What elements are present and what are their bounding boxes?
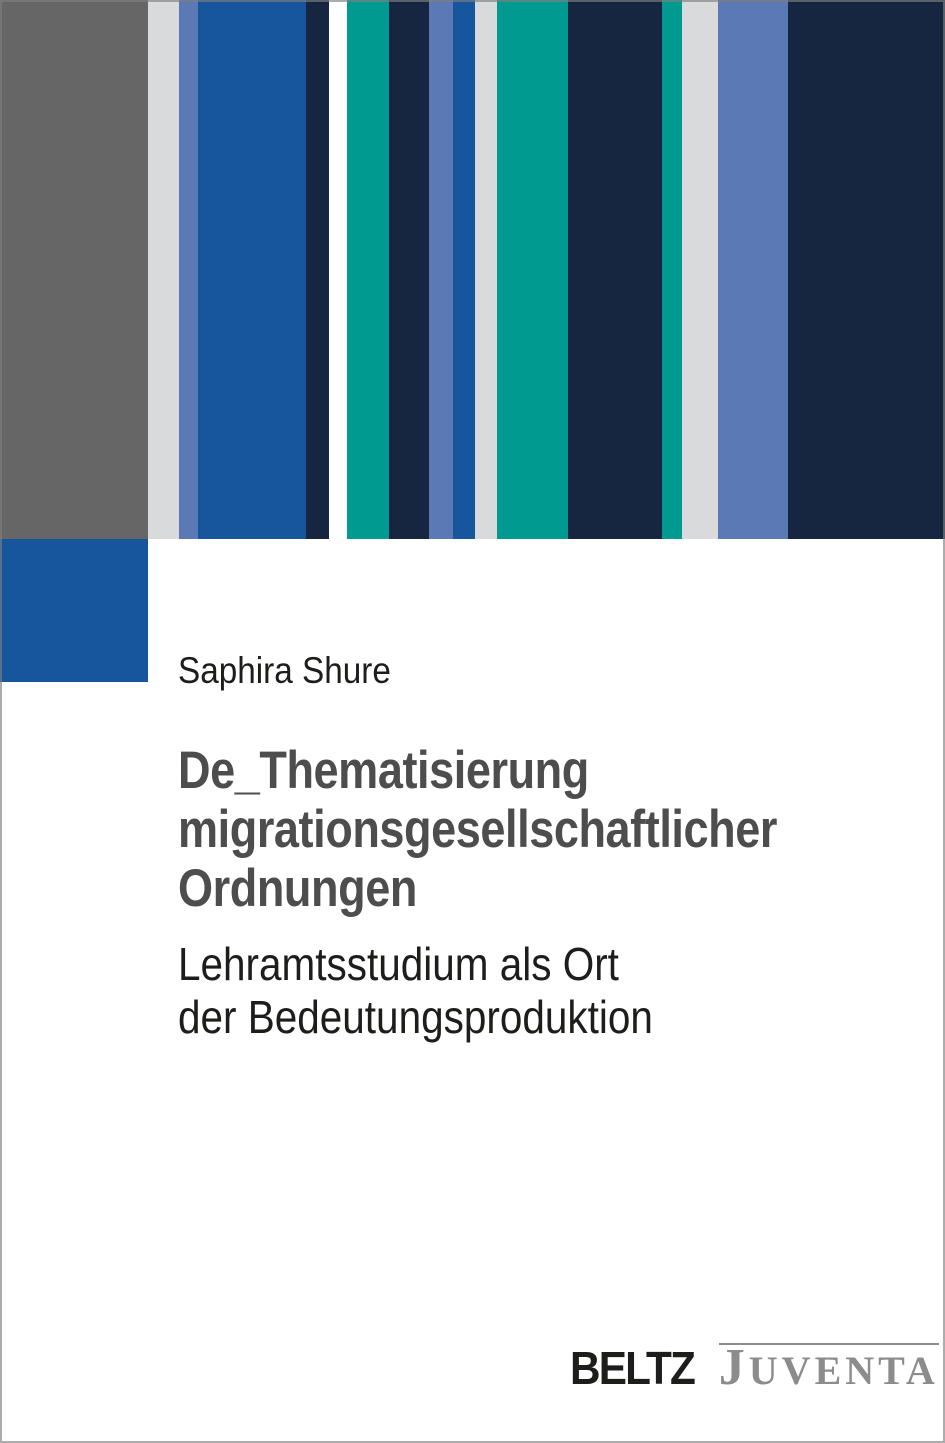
cover-stripe <box>788 0 945 539</box>
publisher-juventa-block <box>719 1336 939 1394</box>
cover-stripe <box>453 0 475 539</box>
subtitle-line-2: der Bedeutungsproduktion <box>178 991 653 1043</box>
subtitle-line-1: Lehramtsstudium als Ort <box>178 938 619 990</box>
cover-stripe <box>662 0 682 539</box>
cover-stripe <box>475 0 497 539</box>
cover-stripe <box>148 0 179 539</box>
cover-stripe <box>179 0 198 539</box>
author-name: Saphira Shure <box>178 650 391 691</box>
publisher-logo <box>570 1336 939 1396</box>
blue-square <box>0 539 148 682</box>
title-line-3: Ordnungen <box>178 859 417 918</box>
cover-stripe <box>329 0 347 539</box>
cover-stripe <box>429 0 453 539</box>
cover-stripe <box>568 0 662 539</box>
publisher-juventa-wordmark: JUVENTA <box>718 1339 939 1396</box>
cover-stripe <box>389 0 429 539</box>
cover-stripe <box>347 0 389 539</box>
title-line-2: migrationsgesellschaftlicher <box>178 800 777 859</box>
cover-stripe <box>0 0 148 539</box>
publisher-beltz-wordmark: BELTZ <box>570 1342 695 1394</box>
title-line-1: De_Thematisierung <box>178 741 589 800</box>
cover-stripe <box>497 0 568 539</box>
book-subtitle <box>178 938 653 1044</box>
stripe-band <box>0 0 945 539</box>
cover-stripe <box>718 0 788 539</box>
cover-stripe <box>306 0 329 539</box>
publisher-rule <box>719 1343 939 1345</box>
cover-stripe <box>198 0 306 539</box>
book-title <box>178 741 777 918</box>
cover-stripe <box>682 0 718 539</box>
